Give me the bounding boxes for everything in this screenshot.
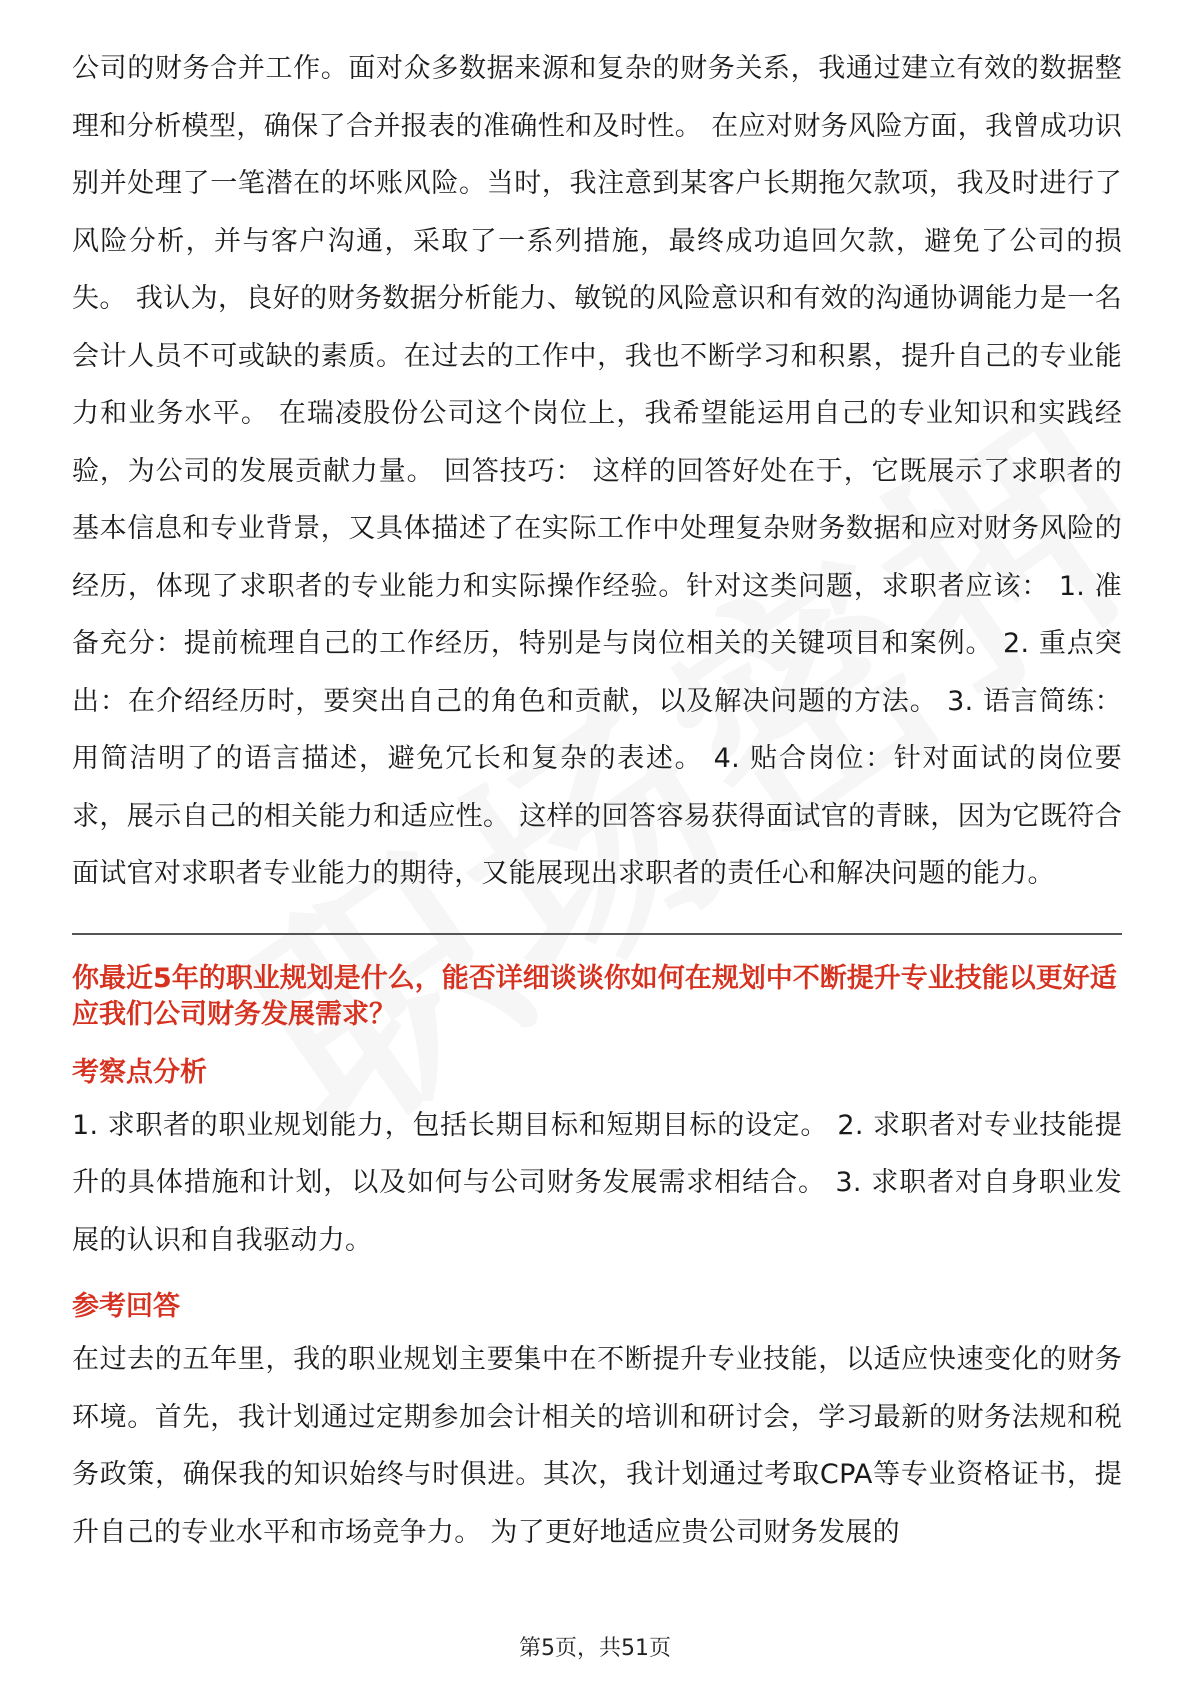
answer-paragraph: 在过去的五年里，我的职业规划主要集中在不断提升专业技能，以适应快速变化的财务环境。首先，我计划通过定期参加会计相关的培训和研讨会，学习最新的财务法规和税务政策，确保我的知识始终与时俱进。其次，我计划通过考取CPA等专业资格证书，提升自己的专业水平和市场竞争力。 为了更好地适应贵公司财务发展的: [72, 1344, 1122, 1548]
analysis-heading: 考察点分析: [72, 1056, 207, 1088]
continuation-paragraph: 公司的财务合并工作。面对众多数据来源和复杂的财务关系，我通过建立有效的数据整理和分析模型，确保了合并报表的准确性和及时性。 在应对财务风险方面，我曾成功识别并处理了一笔潜在的坏账风险。当时，我注意到某客户长期拖欠款项，我及时进行了风险分析，并与客户沟通，采取了一系列措施，最终成功追回欠款，避免了公司的损失。 我认为，良好的财务数据分析能力、敏锐的风险意识和有效的沟通协调能力是一名会计人员不可或缺的素质。在过去的工作中，我也不断学习和积累，提升自己的专业能力和业务水平。 在瑞凌股份公司这个岗位上，我希望能运用自己的专业知识和实践经验，为公司的发展贡献力量。 回答技巧： 这样的回答好处在于，它既展示了求职者的基本信息和专业背景，又具体描述了在实际工作中处理复杂财务数据和应对财务风险的经历，体现了求职者的专业能力和实际操作经验。针对这类问题，求职者应该： 1. 准备充分：提前梳理自己的工作经历，特别是与岗位相关的关键项目和案例。 2. 重点突出：在介绍经历时，要突出自己的角色和贡献，以及解决问题的方法。 3. 语言简练：用简洁明了的语言描述，避免冗长和复杂的表述。 4. 贴合岗位：针对面试的岗位要求，展示自己的相关能力和适应性。 这样的回答容易获得面试官的青睐，因为它既符合面试官对求职者专业能力的期待，又能展现出求职者的责任心和解决问题的能力。: [72, 53, 1122, 889]
document-page: [72, 40, 1122, 1561]
page-number: 第5页，共51页: [519, 1636, 671, 1661]
analysis-paragraph: 1. 求职者的职业规划能力，包括长期目标和短期目标的设定。 2. 求职者对专业技能提升的具体措施和计划，以及如何与公司财务发展需求相结合。 3. 求职者对自身职业发展的认识和自我驱动力。: [72, 1109, 1122, 1256]
answer-heading: 参考回答: [72, 1291, 180, 1322]
section-divider: [72, 933, 1122, 935]
interview-question: 你最近5年的职业规划是什么，能否详细谈谈你如何在规划中不断提升专业技能以更好适应我们公司财务发展需求？: [72, 962, 1117, 1030]
page-footer: [0, 1631, 1190, 1662]
